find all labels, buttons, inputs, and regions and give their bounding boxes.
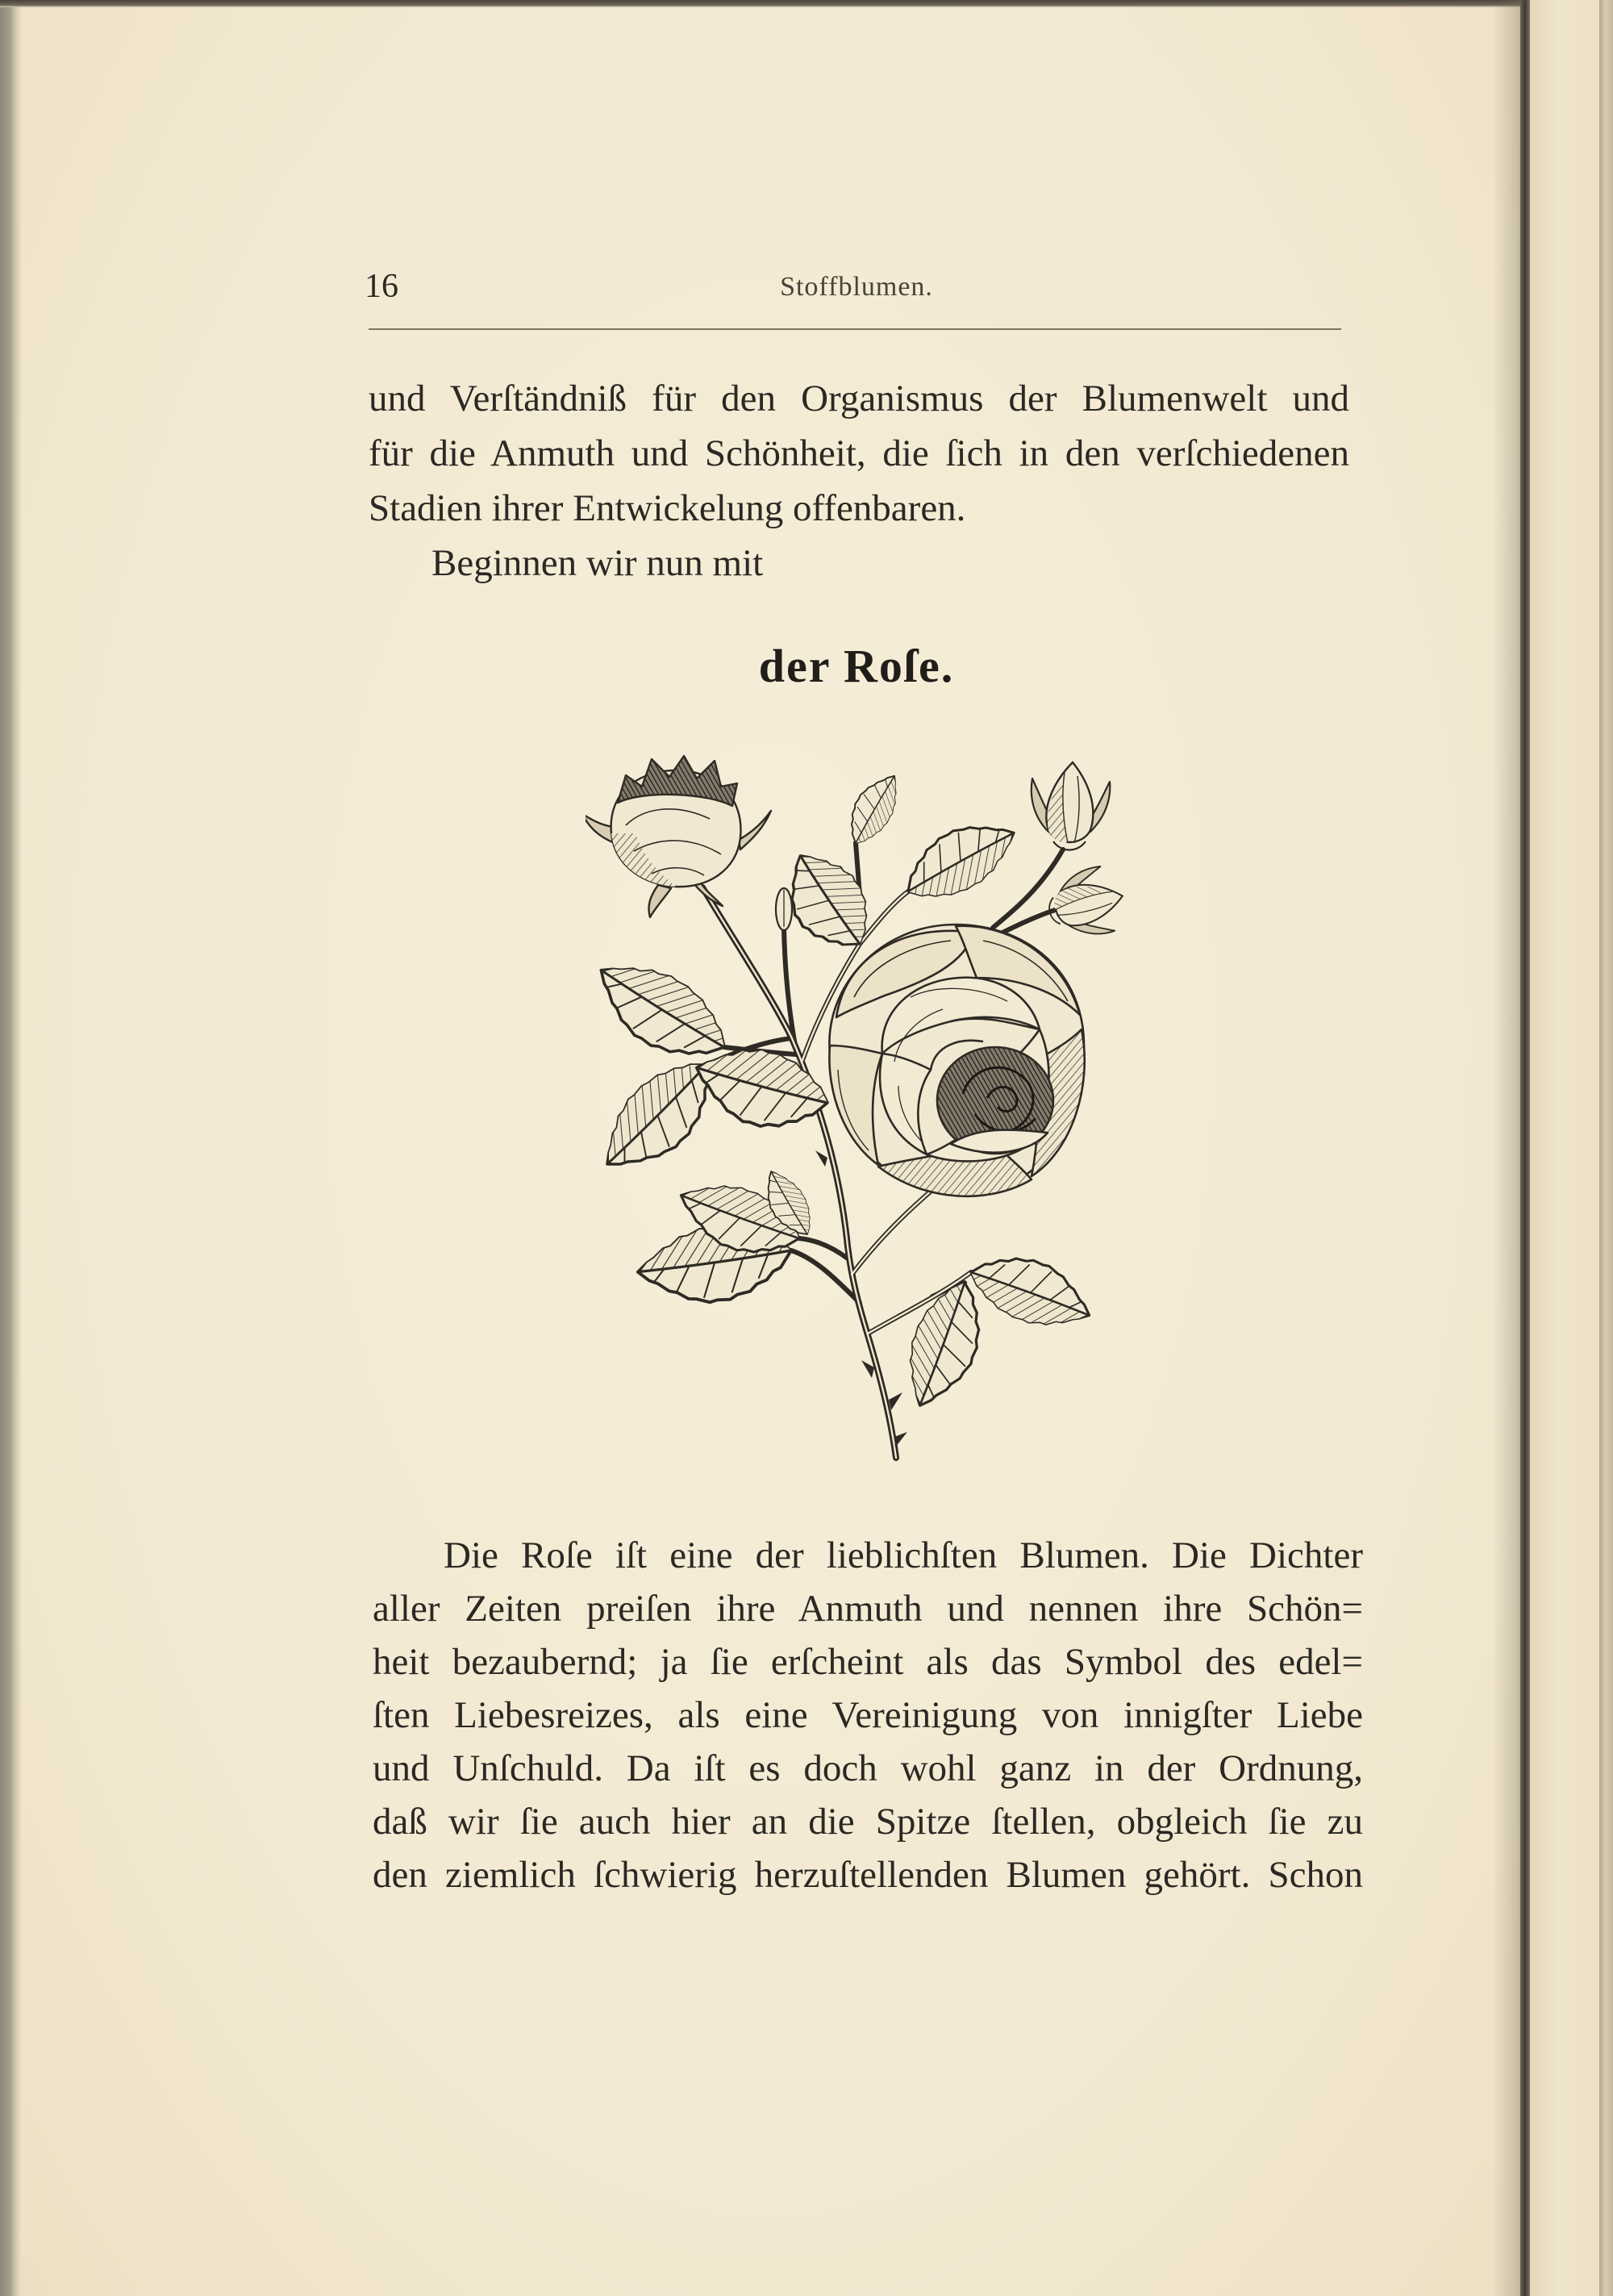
text-line: Stadien ihrer Entwickelung offenbaren. (369, 487, 966, 529)
text-line: aller Zeiten preiſen ihre Anmuth und nennen ihre Schön= (373, 1588, 1363, 1630)
page-number: 16 (365, 268, 398, 305)
text-line: Beginnen wir nun mit (431, 542, 764, 584)
text-line: für die Anmuth und Schönheit, die ſich in den verſchiedenen (369, 432, 1349, 474)
text-line: heit bezaubernd; ja ſie erſcheint als das Symbol des edel= (373, 1641, 1363, 1683)
rose-flower (829, 925, 1084, 1196)
running-head: Stoffblumen. (780, 272, 933, 302)
rose-bud-large (586, 756, 771, 917)
text-line: daß wir ſie auch hier an die Spitze ſtellen, obgleich ſie zu (373, 1801, 1363, 1843)
text-line: und Unſchuld. Da iſt es doch wohl ganz in der Ordnung, (373, 1747, 1363, 1789)
left-page-edge (0, 0, 21, 2296)
body-paragraph (373, 1529, 1363, 1902)
intro-text (369, 371, 1349, 591)
text-line: ſten Liebesreizes, als eine Vereinigung von innigſter Liebe (373, 1694, 1363, 1736)
page-edge-line (1520, 0, 1530, 2296)
rose-illustration (586, 754, 1127, 1464)
page-shadow (1492, 0, 1521, 2296)
rose-bud-small (1032, 762, 1127, 946)
right-page-edge (1599, 0, 1613, 2296)
text-line: den ziemlich ſchwierig herzuſtellenden Blumen gehört. Schon (373, 1854, 1363, 1896)
top-page-edge (0, 0, 1524, 7)
header-rule (369, 328, 1341, 330)
section-heading: der Roſe. (758, 640, 955, 692)
text-line: und Verſtändniß für den Organismus der Blumenwelt und (369, 378, 1349, 420)
underlying-page (1530, 0, 1599, 2296)
text-line: Die Roſe iſt eine der lieblichſten Blumen. Die Dichter (444, 1534, 1363, 1576)
rose-shoot (776, 888, 792, 930)
